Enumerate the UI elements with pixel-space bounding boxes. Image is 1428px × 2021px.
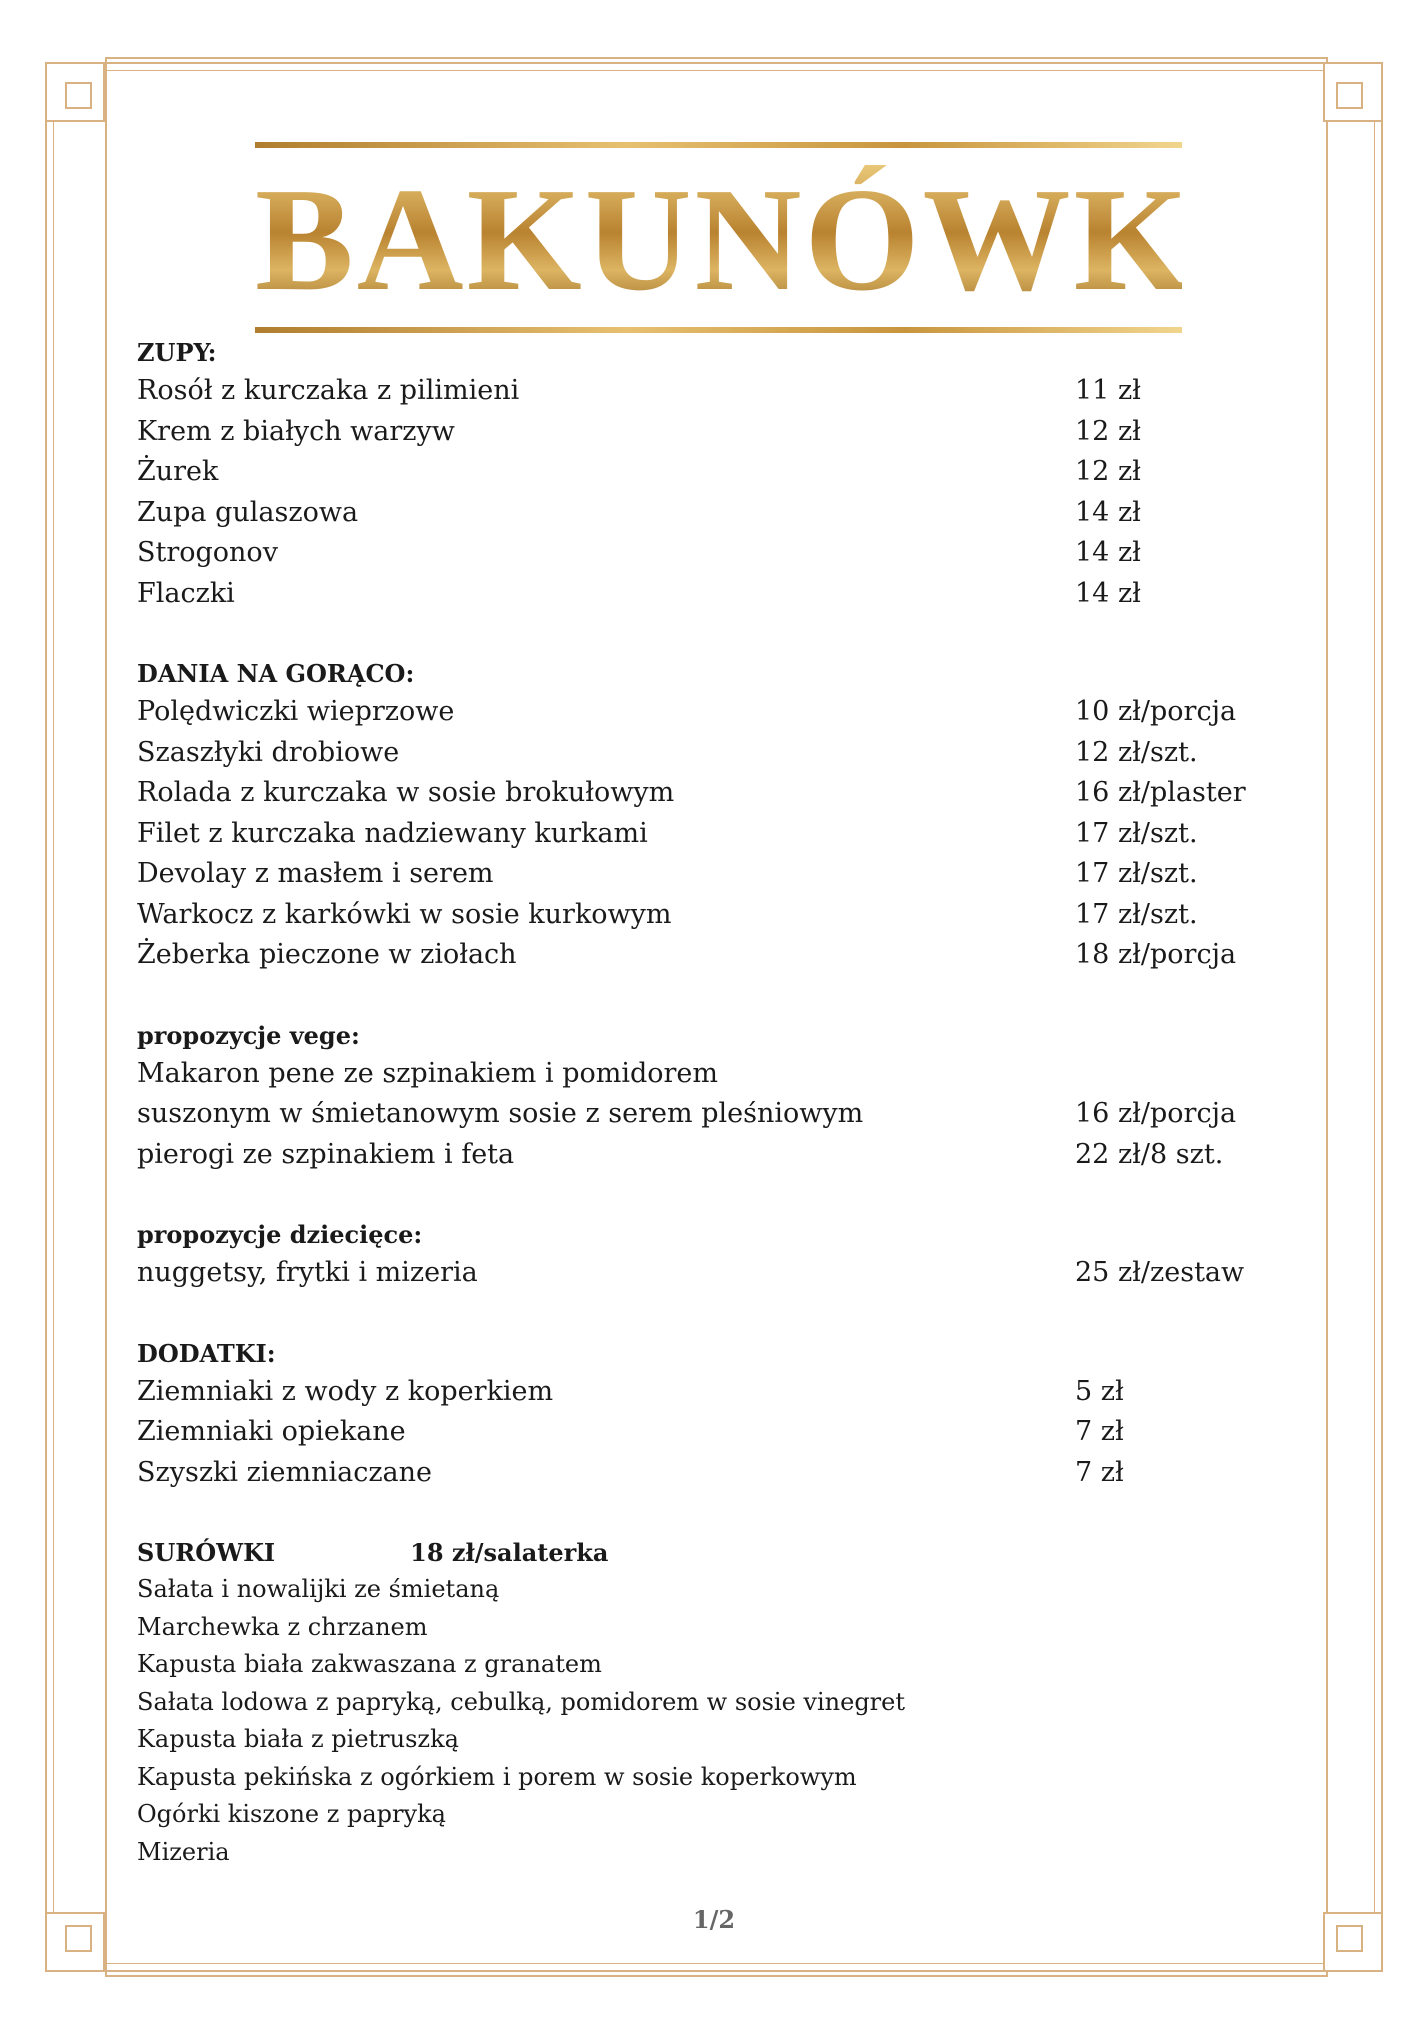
item-name: Szaszłyki drobiowe (137, 736, 400, 768)
spacer (137, 1175, 1287, 1217)
menu-item (137, 1412, 1287, 1453)
item-name: Krem z białych warzyw (137, 415, 455, 447)
menu-item (137, 935, 1287, 976)
item-price: 7 zł (1075, 1416, 1124, 1447)
menu-item (137, 1135, 1287, 1176)
menu-item (137, 692, 1287, 733)
item-price: 16 zł/plaster (1075, 777, 1246, 808)
section-heading: propozycje vege: (137, 1020, 360, 1050)
item-price: 14 zł (1075, 537, 1141, 568)
item-price: 12 zł (1075, 456, 1141, 487)
item-name: Warkocz z karkówki w sosie kurkowym (137, 898, 672, 930)
spacer (137, 976, 1287, 1018)
item-name: Polędwiczki wieprzowe (137, 696, 455, 727)
item-name: suszonym w śmietanowym sosie z serem pleśniowym (137, 1098, 864, 1129)
item-price: 11 zł (1075, 375, 1141, 406)
item-name: Zupa gulaszowa (137, 496, 359, 528)
item-name: Żeberka pieczone w ziołach (137, 939, 517, 970)
menu-item (137, 452, 1287, 493)
item-name: nuggetsy, frytki i mizeria (137, 1257, 478, 1288)
item-name: Szyszki ziemniaczane (137, 1456, 433, 1488)
spacer (137, 1493, 1287, 1535)
item-price: 14 zł (1075, 496, 1141, 528)
menu-item (137, 814, 1287, 855)
surowki-price: 18 zł/salaterka (410, 1538, 609, 1567)
section-dodatki (137, 1336, 1287, 1494)
salad-item: Sałata lodowa z papryką, cebulką, pomidorem w sosie vinegret (137, 1687, 905, 1716)
salad-item: Ogórki kiszone z papryką (137, 1800, 446, 1828)
spacer (137, 614, 1287, 656)
menu-item (137, 854, 1287, 895)
logo-rule-bottom (255, 327, 1182, 333)
salad-item: Mizeria (137, 1837, 230, 1866)
section-heading: ZUPY: (137, 338, 217, 367)
item-price: 10 zł/porcja (1075, 696, 1237, 727)
section-zupy (137, 335, 1287, 614)
section-surowki (137, 1535, 1287, 1871)
menu-item (137, 773, 1287, 814)
item-price: 16 zł/porcja (1075, 1098, 1237, 1129)
section-dzieci (137, 1217, 1287, 1294)
item-name: Makaron pene ze szpinakiem i pomidorem (137, 1057, 719, 1089)
item-name: Flaczki (137, 577, 235, 609)
item-name: Devolay z masłem i serem (137, 858, 494, 889)
salad-item: Kapusta pekińska z ogórkiem i porem w sosie koperkowym (137, 1762, 857, 1791)
item-price: 12 zł/szt. (1075, 736, 1198, 768)
item-name: Rosół z kurczaka z pilimieni (137, 375, 520, 406)
item-price: 14 zł (1075, 577, 1141, 609)
menu-item (137, 371, 1287, 412)
menu-item (137, 1453, 1287, 1494)
menu-item (137, 1372, 1287, 1413)
salad-item: Sałata i nowalijki ze śmietaną (137, 1575, 500, 1603)
item-name: Ziemniaki z wody z koperkiem (137, 1375, 554, 1407)
menu-item (137, 1253, 1287, 1294)
item-name: pierogi ze szpinakiem i feta (137, 1138, 515, 1170)
item-price: 12 zł (1075, 415, 1141, 447)
item-price: 18 zł/porcja (1075, 939, 1237, 970)
menu-item (137, 533, 1287, 574)
logo-rule-top (255, 142, 1182, 148)
item-price: 17 zł/szt. (1075, 817, 1198, 849)
menu-item (137, 493, 1287, 534)
item-price: 17 zł/szt. (1075, 898, 1198, 930)
spacer (137, 1294, 1287, 1336)
section-heading: DANIA NA GORĄCO: (137, 659, 415, 688)
item-name: Filet z kurczaka nadziewany kurkami (137, 817, 648, 849)
menu-item (137, 412, 1287, 453)
item-price: 17 zł/szt. (1075, 858, 1198, 889)
menu-item (137, 1094, 1287, 1135)
restaurant-logo: BAKUNÓWKA (255, 158, 1302, 322)
section-dania (137, 656, 1287, 976)
page-number: 1/2 (692, 1905, 736, 1934)
menu-item (137, 733, 1287, 774)
item-price: 22 zł/8 szt. (1075, 1138, 1224, 1170)
menu-item (137, 574, 1287, 615)
menu-content (137, 335, 1287, 1871)
item-name: Rolada z kurczaka w sosie brokułowym (137, 777, 675, 808)
corner-ornament-tl-inner (65, 82, 92, 109)
section-heading: DODATKI: (137, 1338, 276, 1368)
item-name: Żurek (137, 456, 219, 487)
section-heading: propozycje dziecięce: (137, 1220, 423, 1249)
section-vege (137, 1018, 1287, 1176)
corner-ornament-tr-inner (1336, 82, 1363, 109)
surowki-title: SURÓWKI (137, 1538, 276, 1567)
section-heading (137, 1535, 1287, 1571)
item-name: Ziemniaki opiekane (137, 1416, 406, 1447)
salad-item: Kapusta biała z pietruszką (137, 1725, 459, 1753)
salad-item: Kapusta biała zakwaszana z granatem (137, 1650, 602, 1678)
menu-item (137, 1054, 1287, 1095)
item-price: 7 zł (1075, 1456, 1124, 1488)
item-price: 5 zł (1075, 1375, 1124, 1407)
item-price: 25 zł/zestaw (1075, 1257, 1245, 1288)
salad-item: Marchewka z chrzanem (137, 1612, 428, 1641)
item-name: Strogonov (137, 537, 278, 568)
menu-item (137, 895, 1287, 936)
